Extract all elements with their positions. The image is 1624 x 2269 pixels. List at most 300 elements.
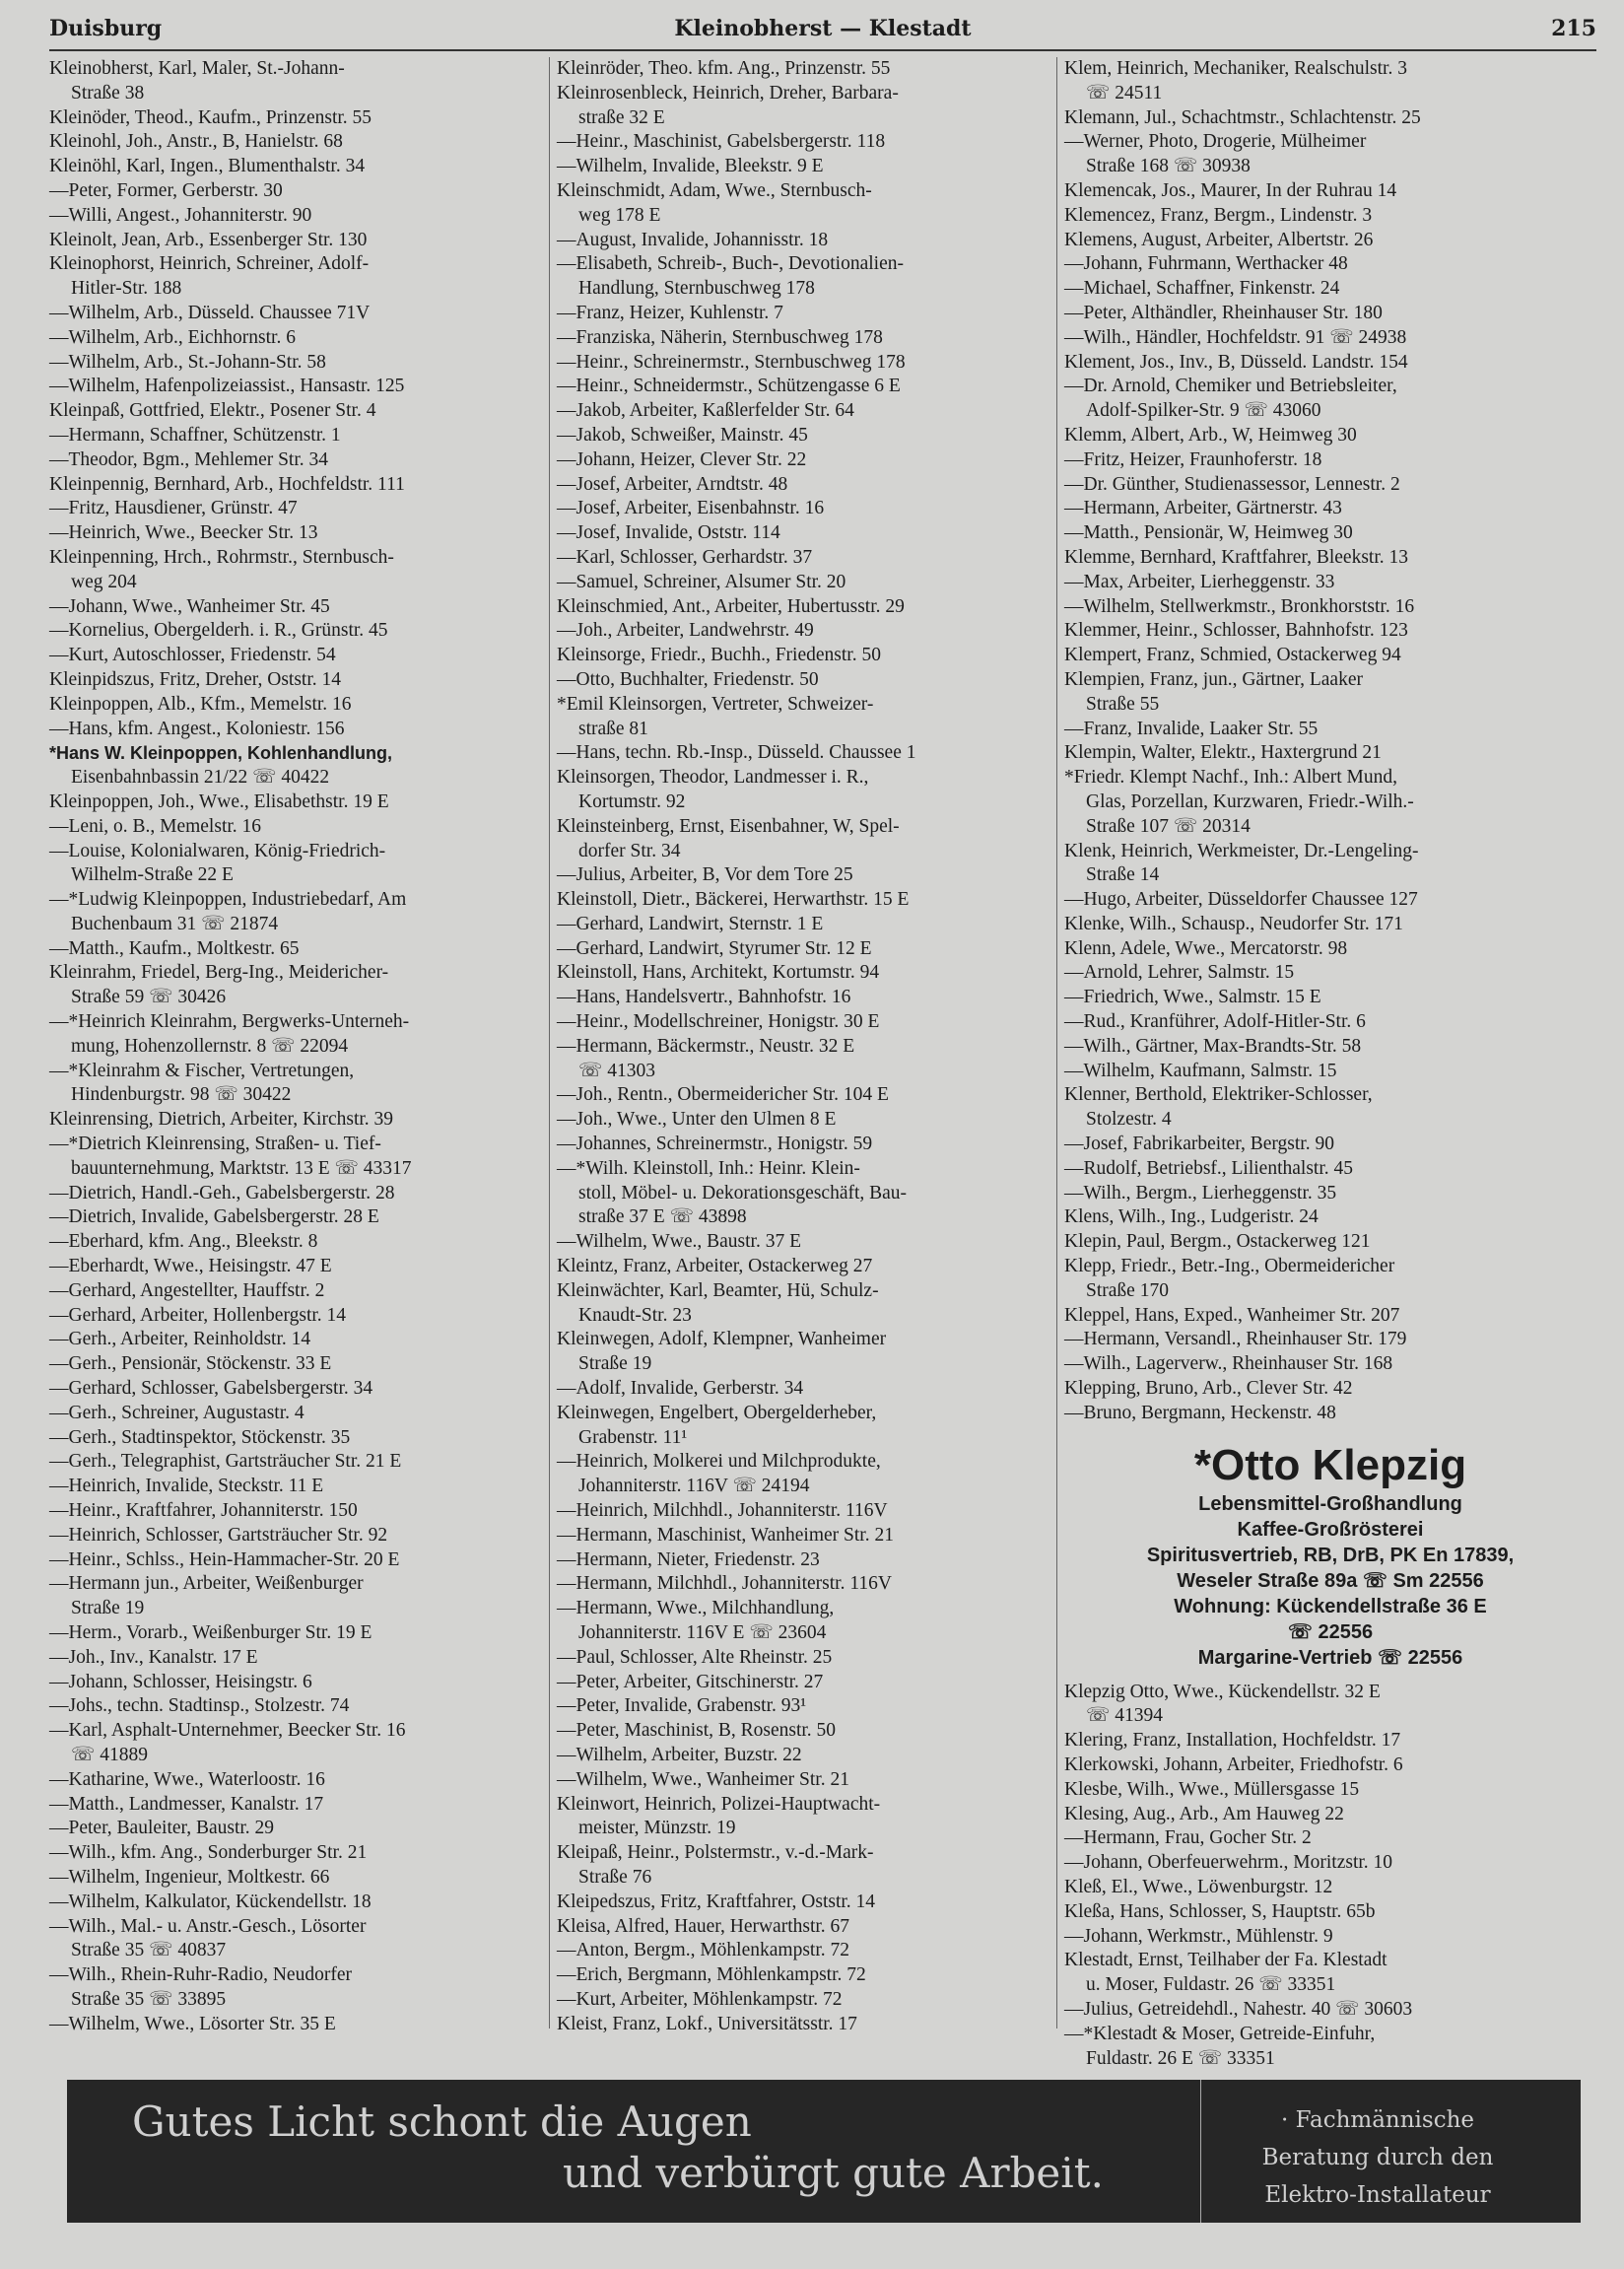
directory-entry (49, 1646, 552, 1671)
entry-line: Kleinsorge, Friedr., Buchh., Friedenstr. 50 (557, 645, 881, 666)
ad-line: Wohnung: Kückendellstraße 36 E (1174, 1595, 1487, 1617)
banner-side-line: · Fachmännische (1280, 2107, 1475, 2133)
entry-line: Klepp, Friedr., Betr.-Ing., Obermeidericher (1064, 1256, 1395, 1277)
entry-line: Kleinophorst, Heinrich, Schreiner, Adolf- (49, 253, 370, 275)
directory-entry (557, 1793, 1059, 1842)
entry-line: —Johann, Werkmstr., Mühlenstr. 9 (1064, 1925, 1333, 1947)
entry-continuation-line: Adolf-Spilker-Str. 9 ☏ 43060 (1086, 400, 1321, 422)
directory-entry (1064, 2023, 1596, 2072)
directory-entry (49, 741, 552, 791)
entry-line: —*Klestadt & Moser, Getreide-Einfuhr, (1064, 2023, 1376, 2044)
directory-entry (1064, 1402, 1596, 1426)
entry-continuation-line: Knaudt-Str. 23 (578, 1304, 692, 1326)
entry-line: —Peter, Former, Gerberstr. 30 (49, 179, 283, 201)
entry-line: —Peter, Invalide, Grabenstr. 93¹ (557, 1695, 807, 1717)
directory-entry (1064, 302, 1596, 326)
entry-line: —Wilhelm, Kalkulator, Kückendellstr. 18 (49, 1891, 372, 1912)
entry-line: Klenn, Adele, Wwe., Mercatorstr. 98 (1064, 937, 1348, 959)
entry-line: —Herm., Vorarb., Weißenburger Str. 19 E (49, 1622, 372, 1643)
entry-line: —Gerh., Pensionär, Stöckenstr. 33 E (49, 1353, 332, 1375)
entry-line: Kleisa, Alfred, Hauer, Herwarthstr. 67 (557, 1915, 850, 1937)
directory-entry (49, 1475, 552, 1499)
directory-entry (557, 1450, 1059, 1499)
entry-line: —Gerhard, Landwirt, Styrumer Str. 12 E (557, 937, 872, 959)
entry-line: Kleinobherst, Karl, Maler, St.-Johann- (49, 58, 345, 79)
directory-entry (49, 106, 552, 131)
directory-column-2 (557, 57, 1059, 2037)
entry-line: Klemens, August, Arbeiter, Albertstr. 26 (1064, 229, 1374, 250)
entry-line: —Leni, o. B., Memelstr. 16 (49, 815, 262, 837)
directory-entry (49, 1817, 552, 1841)
directory-entry (557, 1891, 1059, 1915)
directory-entry (1064, 1205, 1596, 1230)
directory-entry (1064, 571, 1596, 595)
directory-entry (1064, 546, 1596, 571)
directory-entry (1064, 1753, 1596, 1778)
directory-entry (557, 1255, 1059, 1279)
entry-continuation-line: Straße 35 ☏ 40837 (71, 1940, 227, 1961)
directory-entry (557, 497, 1059, 521)
directory-entry (557, 155, 1059, 179)
directory-entry (557, 1841, 1059, 1891)
entry-continuation-line: stoll, Möbel- u. Dekorationsgeschäft, Bau- (578, 1182, 908, 1203)
entry-line: Kleinstoll, Dietr., Bäckerei, Herwarthstr. 15 E (557, 889, 910, 911)
directory-entry (557, 179, 1059, 229)
entry-line: —Adolf, Invalide, Gerberstr. 34 (557, 1378, 804, 1400)
entry-continuation-line: Straße 14 (1086, 864, 1160, 886)
directory-entry (1064, 1949, 1596, 1998)
directory-entry (557, 619, 1059, 644)
entry-continuation-line: Eisenbahnbassin 21/22 ☏ 40422 (71, 767, 330, 789)
directory-entry (557, 1572, 1059, 1597)
directory-entry (1064, 1998, 1596, 2023)
entry-line: —Wilh., Mal.- u. Anstr.-Gesch., Lösorter (49, 1915, 367, 1937)
directory-entry (557, 1083, 1059, 1108)
directory-entry (1064, 1328, 1596, 1352)
directory-entry (49, 204, 552, 229)
entry-line: Kleinolt, Jean, Arb., Essenberger Str. 130 (49, 229, 368, 250)
directory-entry (557, 1988, 1059, 2013)
entry-line: —Hermann, Milchhdl., Johanniterstr. 116V (557, 1573, 892, 1595)
entry-line: —Joh., Arbeiter, Landwehrstr. 49 (557, 620, 814, 642)
entry-line: —Gerhard, Angestellter, Hauffstr. 2 (49, 1279, 325, 1301)
entry-continuation-line: Straße 55 (1086, 693, 1160, 715)
entry-line: —Hermann, Schaffner, Schützenstr. 1 (49, 424, 341, 446)
directory-entry (557, 1768, 1059, 1793)
directory-entry (1064, 252, 1596, 277)
entry-line: —Friedrich, Wwe., Salmstr. 15 E (1064, 987, 1321, 1008)
entry-line: —Matth., Kaufm., Moltkestr. 65 (49, 937, 300, 959)
entry-line: —*Wilh. Kleinstoll, Inh.: Heinr. Klein- (557, 1157, 860, 1179)
directory-entry (1064, 521, 1596, 546)
directory-entry (1064, 1803, 1596, 1827)
directory-entry (1064, 937, 1596, 962)
entry-line: —Heinrich, Wwe., Beecker Str. 13 (49, 522, 318, 544)
directory-entry (557, 888, 1059, 913)
directory-entry (1064, 913, 1596, 937)
entry-line: —Hermann, Versandl., Rheinhauser Str. 179 (1064, 1329, 1407, 1350)
entry-line: Klemm, Albert, Arb., W, Heimweg 30 (1064, 424, 1357, 446)
directory-entry (49, 1010, 552, 1060)
entry-line: *Emil Kleinsorgen, Vertreter, Schweizer- (557, 693, 874, 715)
entry-line: Klenk, Heinrich, Werkmeister, Dr.-Lengeling- (1064, 840, 1419, 861)
entry-line: —Anton, Bergm., Möhlenkampstr. 72 (557, 1940, 850, 1961)
entry-line: —Heinr., Modellschreiner, Honigstr. 30 E (557, 1011, 880, 1033)
entry-line: —Wilhelm, Wwe., Baustr. 37 E (557, 1231, 801, 1253)
directory-entry (557, 473, 1059, 498)
entry-line: —Katharine, Wwe., Waterloostr. 16 (49, 1768, 325, 1790)
directory-entry (557, 424, 1059, 448)
entry-continuation-line: Straße 168 ☏ 30938 (1086, 156, 1251, 177)
directory-entry (557, 1279, 1059, 1329)
entry-line: —Josef, Invalide, Oststr. 114 (557, 522, 780, 544)
entry-line: Kleinstoll, Hans, Architekt, Kortumstr. 94 (557, 962, 880, 984)
directory-entry (557, 1157, 1059, 1230)
entry-line: —Rud., Kranführer, Adolf-Hitler-Str. 6 (1064, 1011, 1366, 1033)
directory-entry (1064, 57, 1596, 106)
entry-line: —Wilhelm, Wwe., Wanheimer Str. 21 (557, 1768, 849, 1790)
entry-continuation-line: ☏ 24511 (1086, 82, 1163, 103)
directory-entry (557, 1108, 1059, 1133)
entry-continuation-line: bauunternehmung, Marktstr. 13 E ☏ 43317 (71, 1157, 412, 1179)
entry-line: Kleipedszus, Fritz, Kraftfahrer, Oststr. 14 (557, 1891, 876, 1912)
directory-entry (49, 619, 552, 644)
entry-line: —Heinr., Maschinist, Gabelsbergerstr. 118 (557, 131, 886, 153)
directory-entry (1064, 1255, 1596, 1304)
directory-entry (49, 448, 552, 473)
directory-entry (557, 130, 1059, 155)
entry-line: —Matth., Landmesser, Kanalstr. 17 (49, 1793, 324, 1815)
directory-entry (49, 302, 552, 326)
directory-entry (49, 1426, 552, 1451)
directory-entry (1064, 1377, 1596, 1402)
directory-entry (557, 1915, 1059, 1940)
directory-entry (49, 130, 552, 155)
entry-line: —Hans, kfm. Angest., Koloniestr. 156 (49, 718, 345, 739)
directory-entry (1064, 1925, 1596, 1950)
directory-entry (557, 741, 1059, 766)
entry-line: —Dietrich, Invalide, Gabelsbergerstr. 28 E (49, 1206, 379, 1228)
entry-line: —Louise, Kolonialwaren, König-Friedrich- (49, 840, 386, 861)
entry-line: —Jakob, Arbeiter, Kaßlerfelder Str. 64 (557, 400, 854, 422)
entry-line: —Josef, Arbeiter, Arndtstr. 48 (557, 473, 788, 495)
entry-line: Klemmer, Heinr., Schlosser, Bahnhofstr. 123 (1064, 620, 1408, 642)
entry-line: Klemann, Jul., Schachtmstr., Schlachtenstr. 25 (1064, 106, 1421, 128)
entry-line: —Heinrich, Invalide, Steckstr. 11 E (49, 1476, 324, 1497)
directory-entry (557, 986, 1059, 1010)
entry-line: Kleinpoppen, Joh., Wwe., Elisabethstr. 19 E (49, 791, 389, 812)
entry-line: Kleinpenning, Hrch., Rohrmstr., Sternbusch- (49, 546, 394, 568)
ad-line: Lebensmittel-Großhandlung (1198, 1492, 1462, 1515)
directory-entry (1064, 351, 1596, 376)
entry-continuation-line: Buchenbaum 31 ☏ 21874 (71, 913, 279, 934)
directory-entry (49, 1279, 552, 1304)
entry-line: Klesbe, Wilh., Wwe., Müllersgasse 15 (1064, 1778, 1360, 1800)
directory-entry (49, 1572, 552, 1621)
entry-line: —Michael, Schaffner, Finkenstr. 24 (1064, 278, 1340, 300)
directory-entry (49, 693, 552, 718)
entry-line: *Hans W. Kleinpoppen, Kohlenhandlung, (49, 743, 392, 764)
entry-line: Kleinrosenbleck, Heinrich, Dreher, Barbara- (557, 82, 899, 103)
directory-entry (557, 1133, 1059, 1157)
entry-continuation-line: meister, Münzstr. 19 (578, 1818, 736, 1839)
directory-entry (557, 1671, 1059, 1695)
entry-line: —Max, Arbeiter, Lierheggenstr. 33 (1064, 571, 1335, 592)
directory-entry (557, 1402, 1059, 1451)
entry-line: —Heinr., Schreinermstr., Sternbuschweg 178 (557, 351, 906, 373)
entry-line: —Eberhard, kfm. Ang., Bleekstr. 8 (49, 1231, 318, 1253)
entry-line: Kleinwort, Heinrich, Polizei-Hauptwacht- (557, 1793, 881, 1815)
entry-line: —Rudolf, Betriebsf., Lilienthalstr. 45 (1064, 1157, 1354, 1179)
ad-line: Spiritusvertrieb, RB, DrB, PK En 17839, (1146, 1544, 1515, 1566)
banner-side-text (1225, 2101, 1530, 2214)
directory-entry (49, 1621, 552, 1646)
entry-line: —Karl, Asphalt-Unternehmer, Beecker Str. 16 (49, 1720, 406, 1742)
entry-line: —Heinr., Schneidermstr., Schützengasse 6 E (557, 376, 901, 397)
directory-entry (1064, 375, 1596, 424)
directory-entry (557, 521, 1059, 546)
entry-line: —Heinrich, Molkerei und Milchprodukte, (557, 1451, 881, 1473)
directory-entry (1064, 1352, 1596, 1377)
directory-entry (557, 693, 1059, 742)
directory-entry (1064, 766, 1596, 839)
entry-line: —*Kleinrahm & Fischer, Vertretungen, (49, 1060, 355, 1081)
directory-entry (49, 1352, 552, 1377)
ad-line: ☏ 22556 (1287, 1620, 1374, 1643)
directory-entry (557, 448, 1059, 473)
entry-line: Kleinrahm, Friedel, Berg-Ing., Meidericher- (49, 962, 389, 984)
directory-entry (1064, 1729, 1596, 1753)
entry-line: —Fritz, Hausdiener, Grünstr. 47 (49, 498, 298, 519)
directory-entry (557, 351, 1059, 376)
entry-line: —Franziska, Näherin, Sternbuschweg 178 (557, 326, 883, 348)
entry-continuation-line: straße 32 E (578, 106, 665, 128)
directory-entry (1064, 497, 1596, 521)
entry-continuation-line: straße 37 E ☏ 43898 (578, 1206, 747, 1228)
entry-line: Kleinpaß, Gottfried, Elektr., Posener Str. 4 (49, 400, 376, 422)
directory-entry (557, 375, 1059, 399)
entry-line: —Wilhelm, Hafenpolizeiassist., Hansastr. 125 (49, 376, 405, 397)
display-ad-otto-klepzig (1064, 1440, 1596, 1671)
directory-entry (49, 1719, 552, 1768)
entry-line: Klering, Franz, Installation, Hochfeldstr. 17 (1064, 1730, 1401, 1752)
entry-line: —Wilhelm, Ingenieur, Moltkestr. 66 (49, 1866, 330, 1888)
directory-entry (1064, 204, 1596, 229)
entry-line: Kleist, Franz, Lokf., Universitätsstr. 17 (557, 2013, 857, 2034)
directory-entry (49, 1133, 552, 1182)
directory-entry (49, 888, 552, 937)
directory-entry (49, 229, 552, 253)
directory-entry (557, 1230, 1059, 1255)
entry-line: —Hans, techn. Rb.-Insp., Düsseld. Chaussee 1 (557, 742, 916, 764)
entry-line: —Hans, Handelsvertr., Bahnhofstr. 16 (557, 987, 851, 1008)
entry-continuation-line: Straße 35 ☏ 33895 (71, 1988, 227, 2010)
entry-line: —Wilhelm, Wwe., Lösorter Str. 35 E (49, 2013, 336, 2034)
entry-line: —Wilhelm, Arb., Düsseld. Chaussee 71V (49, 302, 371, 323)
entry-continuation-line: Kortumstr. 92 (578, 791, 686, 812)
directory-entry (49, 521, 552, 546)
entry-line: Klenner, Berthold, Elektriker-Schlosser, (1064, 1084, 1373, 1106)
entry-line: Kleinwächter, Karl, Beamter, Hü, Schulz- (557, 1279, 879, 1301)
directory-column-1 (49, 57, 552, 2037)
page-header (49, 10, 1596, 51)
entry-line: —Kornelius, Obergelderh. i. R., Grünstr. 45 (49, 620, 388, 642)
directory-entry (49, 1694, 552, 1719)
directory-entry (49, 1328, 552, 1352)
directory-entry (49, 1060, 552, 1109)
directory-entry (557, 961, 1059, 986)
entry-line: —Gerh., Arbeiter, Reinholdstr. 14 (49, 1329, 311, 1350)
directory-entry (557, 1328, 1059, 1377)
entry-line: —Joh., Rentn., Obermeidericher Str. 104 E (557, 1084, 889, 1106)
header-city: Duisburg (49, 16, 163, 41)
entry-line: —Johann, Wwe., Wanheimer Str. 45 (49, 595, 330, 617)
entry-line: —Julius, Getreidehdl., Nahestr. 40 ☏ 30603 (1064, 1998, 1413, 2020)
entry-line: Klepping, Bruno, Arb., Clever Str. 42 (1064, 1378, 1353, 1400)
entry-line: —Heinr., Kraftfahrer, Johanniterstr. 150 (49, 1500, 358, 1522)
directory-entry (49, 1304, 552, 1329)
entry-line: —Dr. Arnold, Chemiker und Betriebsleiter, (1064, 376, 1397, 397)
directory-entry (49, 815, 552, 840)
directory-entry (1064, 1035, 1596, 1060)
directory-entry (1064, 644, 1596, 668)
entry-continuation-line: Stolzestr. 4 (1086, 1109, 1172, 1131)
directory-entry (557, 1499, 1059, 1524)
directory-entry (557, 937, 1059, 962)
directory-entry (557, 668, 1059, 693)
entry-continuation-line: Johanniterstr. 116V ☏ 24194 (578, 1476, 810, 1497)
directory-entry (49, 1230, 552, 1255)
entry-line: Klens, Wilh., Ing., Ludgeristr. 24 (1064, 1206, 1319, 1228)
entry-line: —Samuel, Schreiner, Alsumer Str. 20 (557, 571, 846, 592)
directory-entry (1064, 961, 1596, 986)
directory-entry (49, 1255, 552, 1279)
entry-line: Klesing, Aug., Arb., Am Hauweg 22 (1064, 1803, 1344, 1824)
directory-entry (557, 229, 1059, 253)
entry-line: —Hermann, Bäckermstr., Neustr. 32 E (557, 1035, 855, 1057)
directory-entry (49, 595, 552, 620)
entry-line: —Johann, Heizer, Clever Str. 22 (557, 448, 807, 470)
directory-entry (557, 644, 1059, 668)
entry-continuation-line: Straße 38 (71, 82, 145, 103)
directory-entry (49, 1891, 552, 1915)
entry-line: —Wilhelm, Arb., St.-Johann-Str. 58 (49, 351, 326, 373)
entry-line: —*Ludwig Kleinpoppen, Industriebedarf, Am (49, 889, 407, 911)
banner-side-line: Elektro-Installateur (1264, 2182, 1491, 2208)
directory-entry (1064, 718, 1596, 742)
directory-entry (49, 497, 552, 521)
entry-line: —Peter, Bauleiter, Baustr. 29 (49, 1818, 275, 1839)
directory-entry (49, 1915, 552, 1964)
entry-continuation-line: Grabenstr. 11¹ (578, 1426, 688, 1448)
entry-line: —Julius, Arbeiter, B, Vor dem Tore 25 (557, 864, 853, 886)
directory-entry (557, 546, 1059, 571)
directory-entry (49, 840, 552, 889)
directory-entry (49, 1524, 552, 1548)
directory-entry (1064, 1900, 1596, 1925)
directory-entry (557, 57, 1059, 82)
entry-line: —Elisabeth, Schreib-, Buch-, Devotionalien- (557, 253, 904, 275)
entry-continuation-line: ☏ 41394 (1086, 1705, 1164, 1727)
directory-entry (557, 1524, 1059, 1548)
entry-continuation-line: Straße 170 (1086, 1279, 1169, 1301)
entry-line: Klepzig Otto, Wwe., Kückendellstr. 32 E (1064, 1681, 1381, 1702)
entry-line: —Arnold, Lehrer, Salmstr. 15 (1064, 962, 1295, 984)
directory-entry (557, 1744, 1059, 1768)
entry-line: *Friedr. Klempt Nachf., Inh.: Albert Mund, (1064, 767, 1397, 789)
directory-entry (49, 326, 552, 351)
entry-line: —Wilhelm, Arbeiter, Buzstr. 22 (557, 1744, 802, 1765)
directory-entry (557, 326, 1059, 351)
entry-line: —Gerh., Schreiner, Augustastr. 4 (49, 1402, 304, 1423)
directory-entry (1064, 840, 1596, 889)
entry-continuation-line: ☏ 41303 (578, 1060, 656, 1081)
entry-line: —Wilhelm, Arb., Eichhornstr. 6 (49, 326, 296, 348)
directory-entry (49, 1108, 552, 1133)
entry-line: —Gerhard, Landwirt, Sternstr. 1 E (557, 913, 824, 934)
directory-entry (557, 399, 1059, 424)
entry-line: —Wilhelm, Kaufmann, Salmstr. 15 (1064, 1060, 1337, 1081)
entry-line: Klepin, Paul, Bergm., Ostackerweg 121 (1064, 1231, 1371, 1253)
entry-line: —Gerhard, Arbeiter, Hollenbergstr. 14 (49, 1304, 347, 1326)
entry-line: Kleinsteinberg, Ernst, Eisenbahner, W, Spel- (557, 815, 900, 837)
entry-line: —Heinrich, Milchhdl., Johanniterstr. 116V (557, 1500, 888, 1522)
directory-entry (1064, 1304, 1596, 1329)
entry-line: —Johs., techn. Stadtinsp., Stolzestr. 74 (49, 1695, 350, 1717)
entry-continuation-line: Straße 19 (71, 1598, 145, 1619)
entry-continuation-line: weg 178 E (578, 204, 661, 226)
directory-entry (557, 913, 1059, 937)
entry-line: —Josef, Fabrikarbeiter, Bergstr. 90 (1064, 1134, 1334, 1155)
directory-entry (1064, 595, 1596, 620)
header-range: Kleinobherst — Klestadt (674, 16, 972, 41)
directory-entry (49, 1450, 552, 1475)
directory-entry (557, 863, 1059, 888)
entry-line: —Gerhard, Schlosser, Gabelsbergerstr. 34 (49, 1378, 373, 1400)
entry-line: —Erich, Bergmann, Möhlenkampstr. 72 (557, 1964, 866, 1986)
directory-entry (49, 1377, 552, 1402)
directory-entry (49, 1768, 552, 1793)
directory-entry (49, 179, 552, 204)
banner-side-line: Beratung durch den (1261, 2145, 1494, 2170)
directory-entry (557, 1719, 1059, 1744)
entry-continuation-line: mung, Hohenzollernstr. 8 ☏ 22094 (71, 1035, 349, 1057)
directory-entry (1064, 326, 1596, 351)
directory-entry (557, 252, 1059, 302)
directory-entry (1064, 741, 1596, 766)
ad-line: Margarine-Vertrieb ☏ 22556 (1197, 1646, 1463, 1669)
ad-company-name: *Otto Klepzig (1193, 1440, 1467, 1489)
entry-line: —Wilh., Gärtner, Max-Brandts-Str. 58 (1064, 1035, 1362, 1057)
entry-line: —Willi, Angest., Johanniterstr. 90 (49, 204, 312, 226)
directory-entry (557, 595, 1059, 620)
directory-entry (49, 399, 552, 424)
entry-line: Kleinröder, Theo. kfm. Ang., Prinzenstr. 55 (557, 58, 891, 79)
entry-line: —Wilh., Bergm., Lierheggenstr. 35 (1064, 1182, 1337, 1203)
directory-entry (1064, 888, 1596, 913)
entry-line: —Hermann, Maschinist, Wanheimer Str. 21 (557, 1524, 894, 1546)
entry-line: —Joh., Inv., Kanalstr. 17 E (49, 1646, 258, 1668)
directory-entry (1064, 1230, 1596, 1255)
directory-entry (49, 937, 552, 962)
banner-line-1: Gutes Licht schont die Augen (132, 2097, 752, 2146)
entry-line: Klestadt, Ernst, Teilhaber der Fa. Klestadt (1064, 1950, 1387, 1971)
entry-line: —Theodor, Bgm., Mehlemer Str. 34 (49, 448, 329, 470)
ad-line: Kaffee-Großrösterei (1237, 1518, 1424, 1541)
directory-entry (49, 668, 552, 693)
entry-line: —Jakob, Schweißer, Mainstr. 45 (557, 424, 808, 446)
directory-entry (557, 302, 1059, 326)
